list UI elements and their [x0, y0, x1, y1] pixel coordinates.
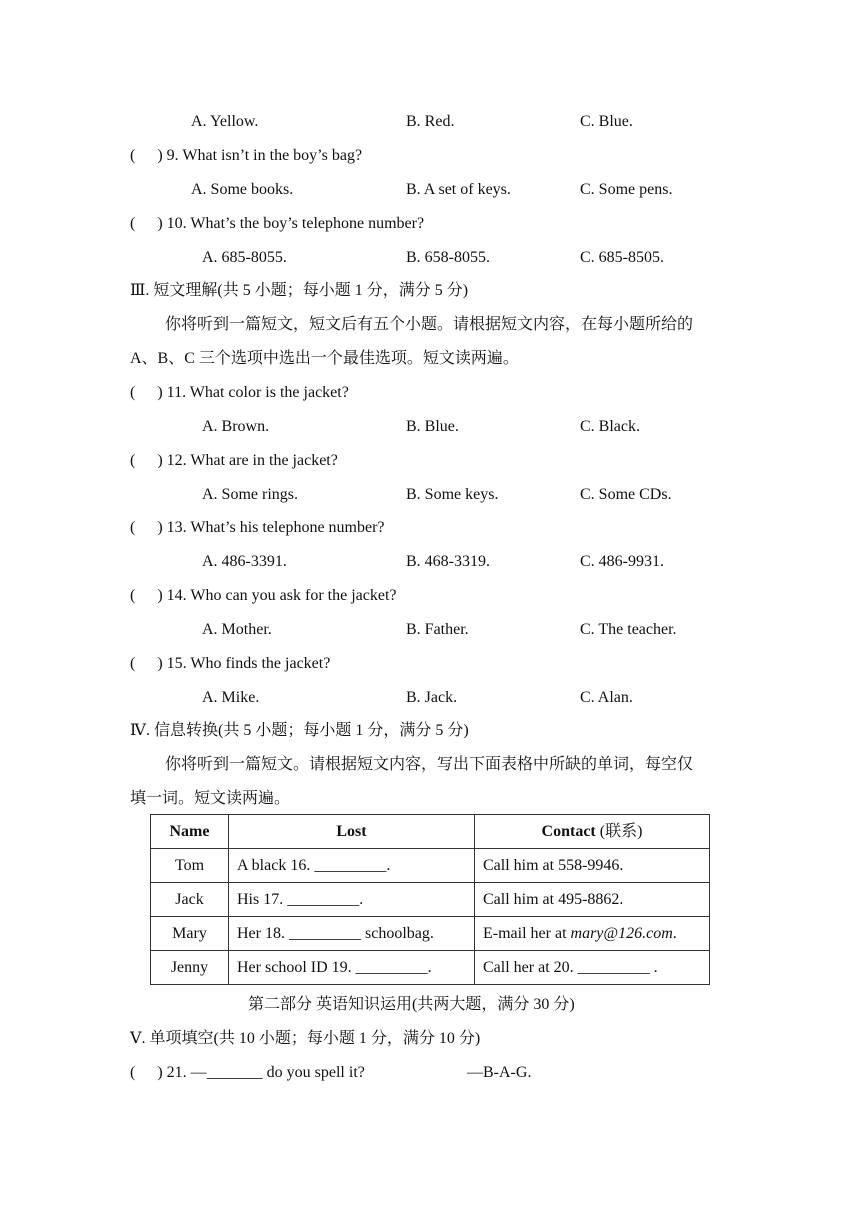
cell-contact: Call him at 558-9946. [475, 849, 710, 883]
cell-lost: His 17. _________. [229, 883, 475, 917]
answer-paren-open: ( [130, 587, 136, 604]
question-12 [130, 451, 338, 471]
section-3-instruction-line2: A、B、C 三个选项中选出一个最佳选项。短文读两遍。 [130, 350, 519, 367]
answer-paren-open: ( [130, 384, 136, 401]
section-3-instruction-line1: 你将听到一篇短文，短文后有五个小题。请根据短文内容，在每小题所给的 [165, 316, 694, 333]
q9-option-b: B. A set of keys. [406, 181, 511, 198]
q13-option-b: B. 468-3319. [406, 553, 490, 570]
cell-contact: Call her at 20. _________ . [475, 951, 710, 985]
answer-paren-close: ) [157, 655, 163, 672]
q8-option-a: A. Yellow. [191, 113, 259, 130]
question-21 [130, 1063, 365, 1083]
answer-paren-close: ) [157, 519, 163, 536]
q14-option-a: A. Mother. [202, 621, 272, 638]
table-row [151, 849, 710, 883]
answer-paren-close: ) [157, 587, 163, 604]
answer-paren-close: ) [157, 215, 163, 232]
answer-paren-open: ( [130, 452, 136, 469]
q14-option-c: C. The teacher. [580, 621, 677, 638]
email-address: mary@126.com [570, 924, 673, 942]
cell-contact: Call him at 495-8862. [475, 883, 710, 917]
q9-option-c: C. Some pens. [580, 181, 673, 198]
cell-name: Jack [151, 883, 229, 917]
q13-option-c: C. 486-9931. [580, 553, 664, 570]
question-stem: 21. —_______ do you spell it? [166, 1064, 365, 1081]
cell-name: Tom [151, 849, 229, 883]
answer-paren-open: ( [130, 519, 136, 536]
q8-option-b: B. Red. [406, 113, 455, 130]
answer-paren-close: ) [157, 1064, 163, 1081]
section-4-instruction-line1: 你将听到一篇短文。请根据短文内容，写出下面表格中所缺的单词，每空仅 [165, 756, 694, 773]
question-stem: 13. What’s his telephone number? [166, 519, 385, 536]
q12-option-c: C. Some CDs. [580, 486, 672, 503]
cell-lost: A black 16. _________. [229, 849, 475, 883]
header-contact [475, 815, 710, 849]
question-15 [130, 654, 330, 674]
answer-paren-close: ) [157, 452, 163, 469]
question-stem: 14. Who can you ask for the jacket? [166, 587, 397, 604]
question-11 [130, 383, 349, 403]
table-row [151, 917, 710, 951]
answer-paren-open: ( [130, 655, 136, 672]
q10-option-b: B. 658-8055. [406, 249, 490, 266]
question-stem: 11. What color is the jacket? [166, 384, 349, 401]
section-4-instruction-line2: 填一词。短文读两遍。 [130, 790, 291, 807]
header-contact-cn: (联系) [599, 822, 643, 840]
q11-option-b: B. Blue. [406, 418, 459, 435]
q11-option-a: A. Brown. [202, 418, 270, 435]
cell-lost: Her school ID 19. _________. [229, 951, 475, 985]
answer-paren-open: ( [130, 1064, 136, 1081]
cell-lost: Her 18. _________ schoolbag. [229, 917, 475, 951]
header-name: Name [151, 815, 229, 849]
cell-contact [475, 917, 710, 951]
section-4-heading: Ⅳ. 信息转换(共 5 小题；每小题 1 分，满分 5 分) [130, 722, 469, 739]
q9-option-a: A. Some books. [191, 181, 294, 198]
table-header-row [151, 815, 710, 849]
answer-paren-close: ) [157, 384, 163, 401]
q13-option-a: A. 486-3391. [202, 553, 287, 570]
q15-option-b: B. Jack. [406, 689, 458, 706]
cell-name: Jenny [151, 951, 229, 985]
table-row [151, 883, 710, 917]
q12-option-a: A. Some rings. [202, 486, 298, 503]
header-contact-label: Contact [541, 822, 596, 840]
answer-paren-open: ( [130, 215, 136, 232]
table-row [151, 951, 710, 985]
question-stem: 15. Who finds the jacket? [166, 655, 331, 672]
q12-option-b: B. Some keys. [406, 486, 499, 503]
q11-option-c: C. Black. [580, 418, 640, 435]
q14-option-b: B. Father. [406, 621, 469, 638]
q8-option-c: C. Blue. [580, 113, 633, 130]
header-lost: Lost [229, 815, 475, 849]
question-stem: 10. What’s the boy’s telephone number? [166, 215, 425, 232]
section-5-heading: Ⅴ. 单项填空(共 10 小题；每小题 1 分，满分 10 分) [130, 1030, 481, 1047]
answer-paren-close: ) [157, 147, 163, 164]
q15-option-a: A. Mike. [202, 689, 260, 706]
contact-prefix: E-mail her at [483, 924, 571, 942]
part-2-heading: 第二部分 英语知识运用(共两大题，满分 30 分) [248, 996, 575, 1013]
contact-suffix: . [672, 924, 677, 942]
question-stem: 9. What isn’t in the boy’s bag? [166, 147, 363, 164]
q10-option-a: A. 685-8055. [202, 249, 287, 266]
answer-paren-open: ( [130, 147, 136, 164]
lost-and-found-table [150, 814, 710, 985]
question-10 [130, 214, 424, 234]
question-14 [130, 586, 397, 606]
question-stem: 12. What are in the jacket? [166, 452, 338, 469]
q10-option-c: C. 685-8505. [580, 249, 664, 266]
question-9 [130, 146, 362, 166]
question-13 [130, 518, 385, 538]
q21-answer: —B-A-G. [467, 1064, 532, 1081]
section-3-heading: Ⅲ. 短文理解(共 5 小题；每小题 1 分，满分 5 分) [130, 282, 469, 299]
q15-option-c: C. Alan. [580, 689, 633, 706]
cell-name: Mary [151, 917, 229, 951]
